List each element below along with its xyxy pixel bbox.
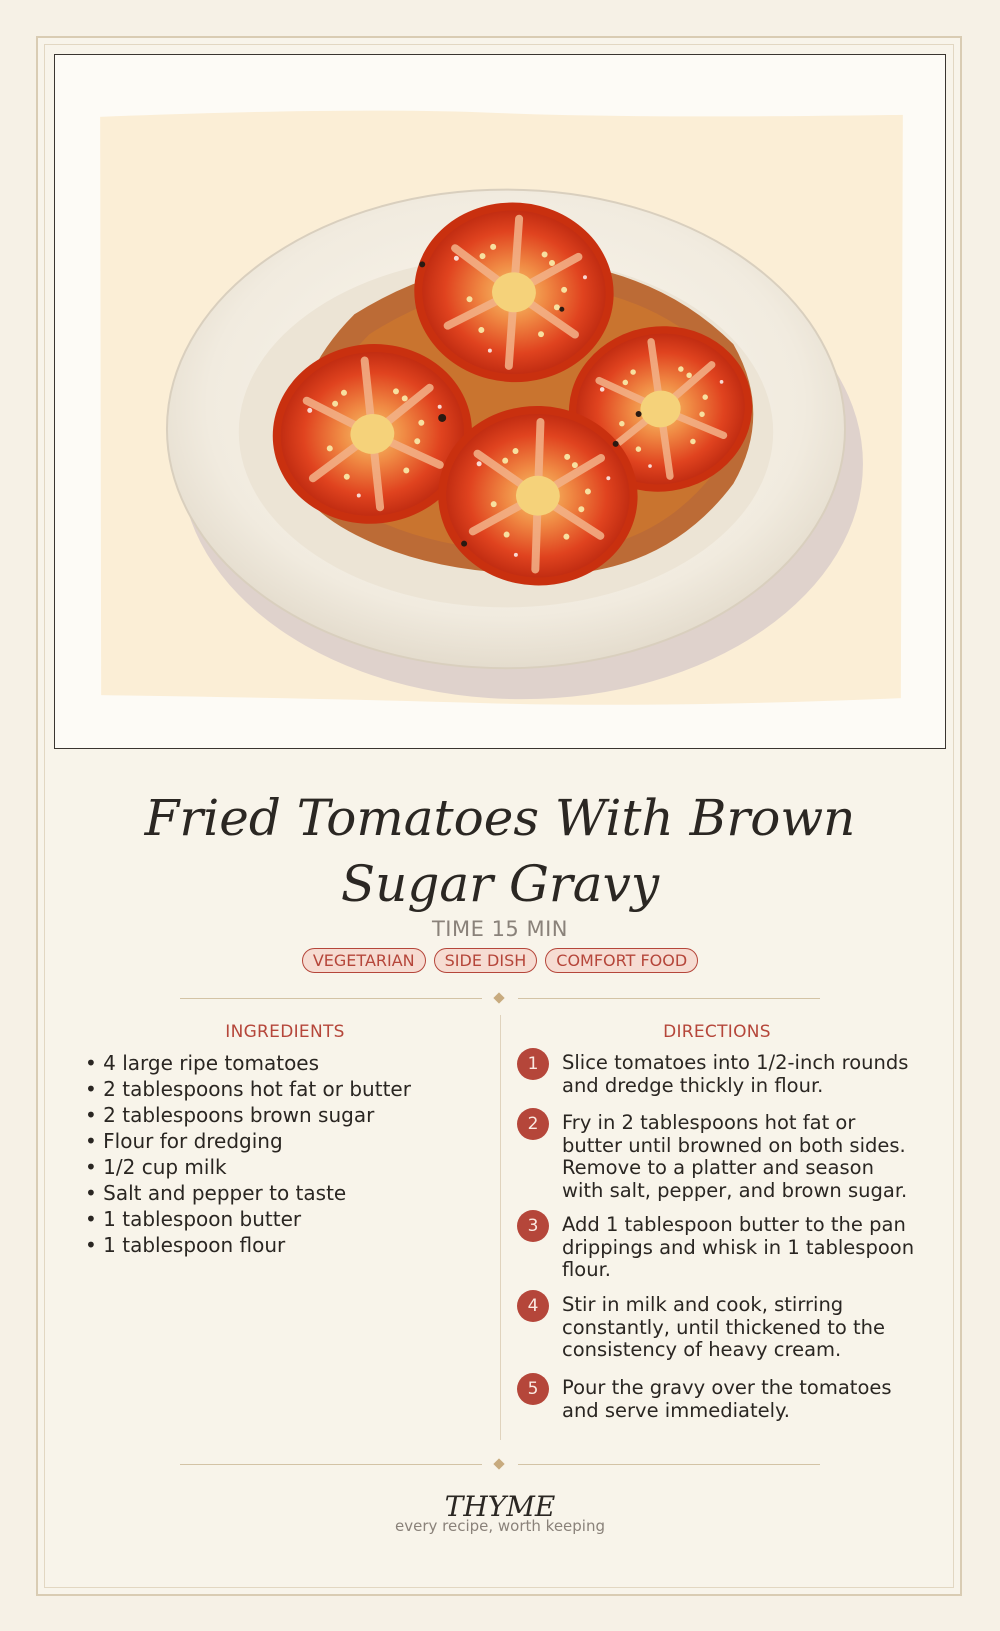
tag-comfort-food: COMFORT FOOD xyxy=(545,948,698,973)
ingredient-item: • Flour for dredging xyxy=(85,1128,465,1154)
section-divider-bottom xyxy=(180,1457,820,1471)
ingredient-item: • 1 tablespoon butter xyxy=(85,1206,465,1232)
tag-list xyxy=(0,948,1000,973)
step-text: Stir in milk and cook, stirring constantly, until thickened to the consistency of heavy cream. xyxy=(562,1293,885,1361)
brand-name: THYME xyxy=(444,1490,556,1523)
ingredient-item: • Salt and pepper to taste xyxy=(85,1180,465,1206)
tag-side-dish: SIDE DISH xyxy=(434,948,538,973)
brand-tagline: every recipe, worth keeping xyxy=(394,1517,605,1535)
step-text: Add 1 tablespoon butter to the pan drippings and whisk in 1 tablespoon flour. xyxy=(562,1213,915,1281)
cook-time: TIME 15 MIN xyxy=(431,917,568,941)
tag-vegetarian: VEGETARIAN xyxy=(302,948,426,973)
step-text: Slice tomatoes into 1/2-inch rounds and dredge thickly in flour. xyxy=(562,1051,909,1097)
ingredient-item: • 1 tablespoon flour xyxy=(85,1232,465,1258)
recipe-photo xyxy=(54,54,946,749)
column-divider xyxy=(500,1015,501,1440)
step-number-badge: 4 xyxy=(517,1290,549,1322)
recipe-title: Fried Tomatoes With Brown Sugar Gravy xyxy=(144,789,856,913)
fried-tomatoes-illustration xyxy=(55,55,945,748)
ingredients-list xyxy=(85,1050,465,1258)
diamond-ornament-icon xyxy=(493,1458,504,1469)
step-number-badge: 5 xyxy=(517,1373,549,1405)
step-text: Pour the gravy over the tomatoes and serve immediately. xyxy=(562,1376,892,1422)
step-number-badge: 1 xyxy=(517,1048,549,1080)
step-number-badge: 2 xyxy=(517,1108,549,1140)
step-text: Fry in 2 tablespoons hot fat or butter until browned on both sides. Remove to a platter and season with salt, pepper, and brown sugar. xyxy=(562,1111,908,1202)
ingredient-item: • 4 large ripe tomatoes xyxy=(85,1050,465,1076)
ingredient-item: • 2 tablespoons brown sugar xyxy=(85,1102,465,1128)
ingredient-item: • 2 tablespoons hot fat or butter xyxy=(85,1076,465,1102)
ingredient-item: • 1/2 cup milk xyxy=(85,1154,465,1180)
step-number-badge: 3 xyxy=(517,1210,549,1242)
section-divider-top xyxy=(180,991,820,1005)
diamond-ornament-icon xyxy=(493,992,504,1003)
ingredients-heading: INGREDIENTS xyxy=(225,1022,345,1042)
directions-heading: DIRECTIONS xyxy=(663,1022,771,1042)
